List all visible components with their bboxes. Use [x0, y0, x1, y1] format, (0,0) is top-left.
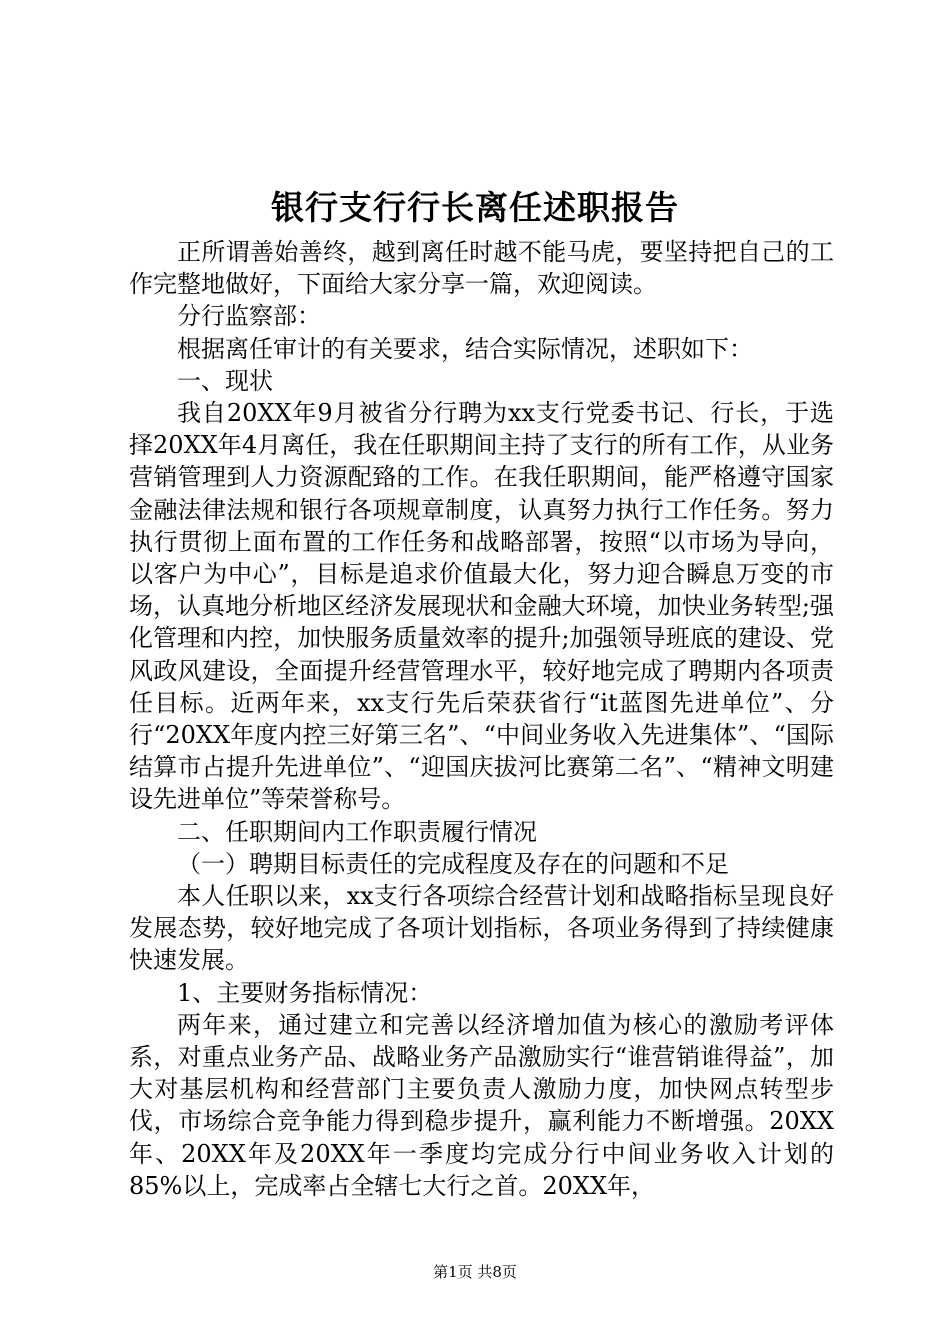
paragraph-status: 我自20XX年9月被省分行聘为xx支行党委书记、行长，于选择20XX年4月离任，我在任职期间主持了支行的所有工作，从业务营销管理到人力资源配臵的工作。在我任职期间，能严格遵守国家金融法律法规和银行各项规章制度，认真努力执行工作任务。努力执行贯彻上面布置的工作任务和战略部署，按照“以市场为导向，以客户为中心”，目标是追求价值最大化，努力迎合瞬息万变的市场，认真地分析地区经济发展现状和金融大环境，加快业务转型;强化管理和内控，加快服务质量效率的提升;加强领导班底的建设、党风政风建设，全面提升经营管理水平，较好地完成了聘期内各项责任目标。近两年来，xx支行先后荣获省行“it蓝图先进单位”、分行“20XX年度内控三好第三名”、“中间业务收入先进集体”、“国际结算市占提升先进单位”、“迎国庆拔河比赛第二名”、“精神文明建设先进单位”等荣誉称号。	[129, 399, 834, 814]
paragraph-intro: 正所谓善始善终，越到离任时越不能马虎，要坚持把自己的工作完整地做好，下面给大家分享一篇，欢迎阅读。	[129, 238, 834, 299]
document-title: 银行支行行长离任述职报告	[271, 188, 679, 227]
paragraph-addressee: 分行监察部：	[177, 302, 321, 331]
section-heading-duties: 二、任职期间内工作职责履行情况	[177, 817, 537, 846]
subsection-heading-goals: （一）聘期目标责任的完成程度及存在的问题和不足	[177, 849, 729, 878]
paragraph-finance: 两年来，通过建立和完善以经济增加值为核心的激励考评体系，对重点业务产品、战略业务产品激励实行“谁营销谁得益”，加大对基层机构和经营部门主要负责人激励力度，加快网点转型步伐，市场综合竞争能力得到稳步提升，赢利能力不断增强。20XX年、20XX年及20XX年一季度均完成分行中间业务收入计划的85%以上，完成率占全辖七大行之首。20XX年，	[129, 1010, 834, 1200]
section-heading-status: 一、现状	[177, 366, 273, 395]
page-number: 第1页 共8页	[433, 1263, 517, 1281]
paragraph-goals: 本人任职以来，xx支行各项综合经营计划和战略指标呈现良好发展态势，较好地完成了各项计划指标，各项业务得到了持续健康快速发展。	[129, 882, 834, 975]
document-body	[129, 236, 834, 1202]
subsection-heading-finance: 1、主要财务指标情况：	[177, 978, 433, 1007]
paragraph-opening: 根据离任审计的有关要求，结合实际情况，述职如下：	[177, 334, 753, 363]
